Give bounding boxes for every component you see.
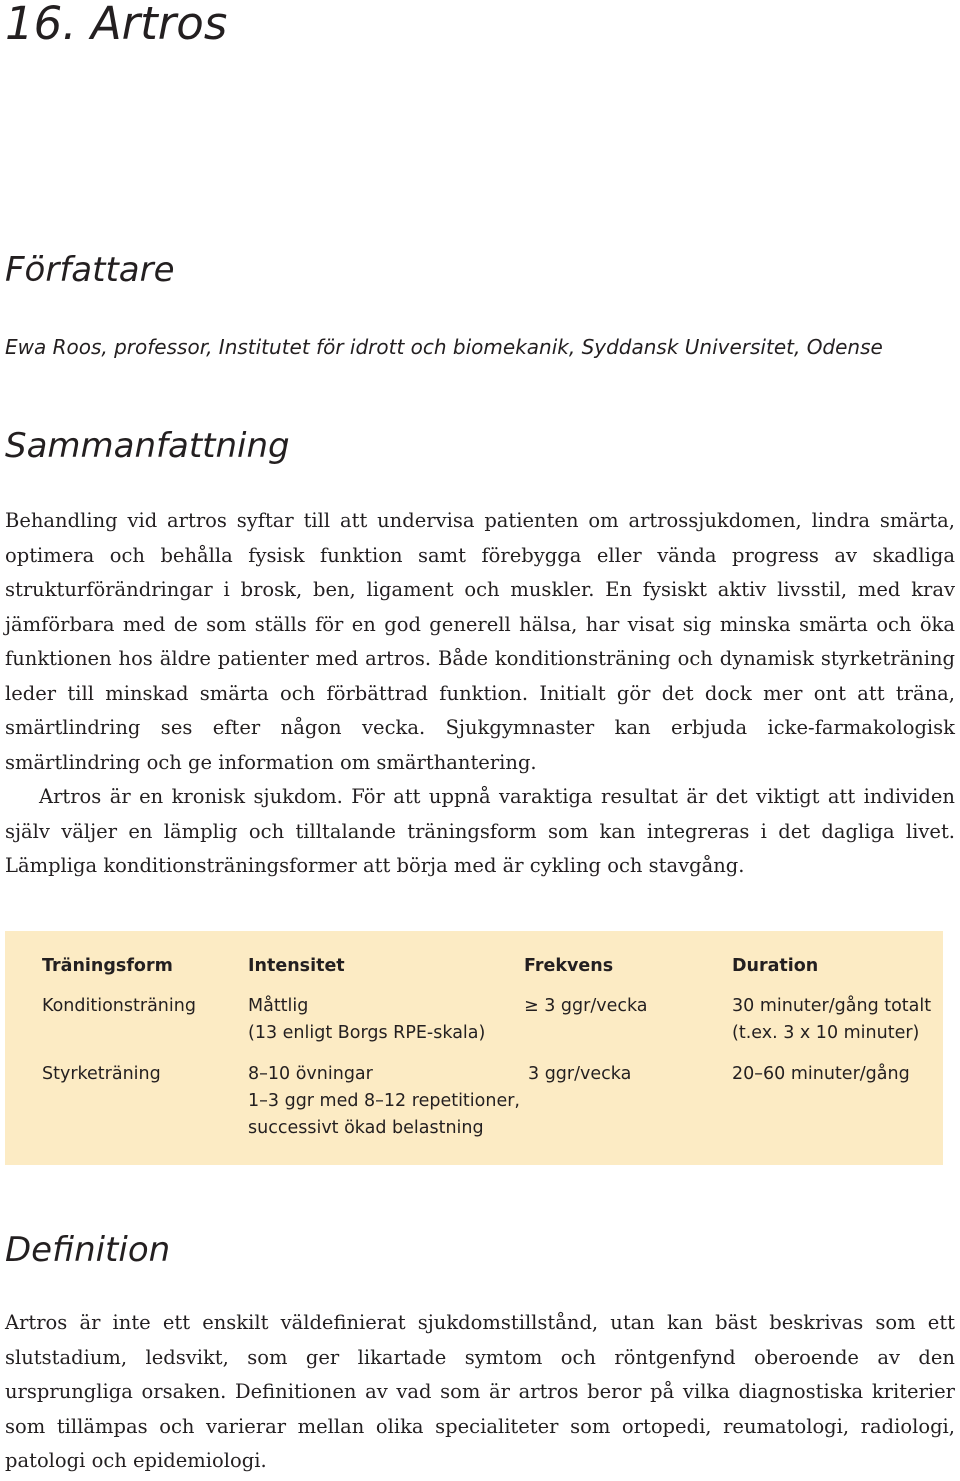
table-header-form: Träningsform — [42, 956, 173, 976]
table-cell-intensity: 8–10 övningar 1–3 ggr med 8–12 repetitioner, successivt ökad belastning — [248, 1064, 520, 1138]
summary-paragraph-1: Behandling vid artros syftar till att undervisa patienten om artrossjukdomen, lindra smärta, optimera och behålla fysisk funktion samt förebygga eller vända progress av skadliga strukturförändringar i brosk, ben, ligament och muskler. En fysiskt aktiv livsstil, med krav jämförbara med de som ställs för en god generell hälsa, har visat sig minska smärta och öka funktionen hos äldre patienter med artros. Både konditionsträning och dynamisk styrketräning leder till minskad smärta och förbättrad funktion. Initialt gör det dock mer ont att träna, smärtlindring ses efter någon vecka. Sjukgymnaster kan erbjuda icke-farmakologisk smärtlindring och ge information om smärthantering. — [5, 509, 955, 774]
author-line: Ewa Roos, professor, Institutet för idrott och biomekanik, Syddansk Universitet, Odense — [5, 335, 883, 359]
chapter-title: 16. Artros — [5, 0, 228, 50]
table-cell-frequency: ≥ 3 ggr/vecka — [524, 996, 648, 1016]
table-cell-duration: 30 minuter/gång totalt (t.ex. 3 x 10 minuter) — [732, 996, 932, 1043]
table-header-intensity: Intensitet — [248, 956, 345, 976]
table-cell-duration: 20–60 minuter/gång — [732, 1064, 910, 1084]
summary-heading: Sammanfattning — [5, 426, 290, 466]
definition-paragraph: Artros är inte ett enskilt väldefinierat sjukdomstillstånd, utan kan bäst beskrivas som ett slutstadium, ledsvikt, som ger likartade symtom och röntgenfynd oberoende av den ursprungliga orsaken. Definitionen av vad som är artros beror på vilka diagnostiska kriterier som tillämpas och varierar mellan olika specialiteter som ortopedi, reumatologi, radiologi, patologi och epidemiologi. — [5, 1311, 955, 1472]
definition-body — [5, 1306, 955, 1479]
table-cell-form: Konditionsträning — [42, 996, 196, 1016]
summary-paragraph-2: Artros är en kronisk sjukdom. För att uppnå varaktiga resultat är det viktigt att individen själv väljer en lämplig och tilltalande träningsform som kan integreras i det dagliga livet. Lämpliga konditionsträningsformer att börja med är cykling och stavgång. — [5, 785, 955, 877]
table-cell-intensity: Måttlig (13 enligt Borgs RPE-skala) — [248, 996, 486, 1043]
definition-heading: Definition — [5, 1230, 171, 1270]
table-cell-frequency: 3 ggr/vecka — [528, 1064, 632, 1084]
table-header-duration: Duration — [732, 956, 819, 976]
authors-heading: Författare — [5, 250, 175, 290]
training-table — [5, 931, 943, 1165]
table-cell-form: Styrketräning — [42, 1064, 161, 1084]
table-header-frequency: Frekvens — [524, 956, 614, 976]
summary-body — [5, 504, 955, 884]
